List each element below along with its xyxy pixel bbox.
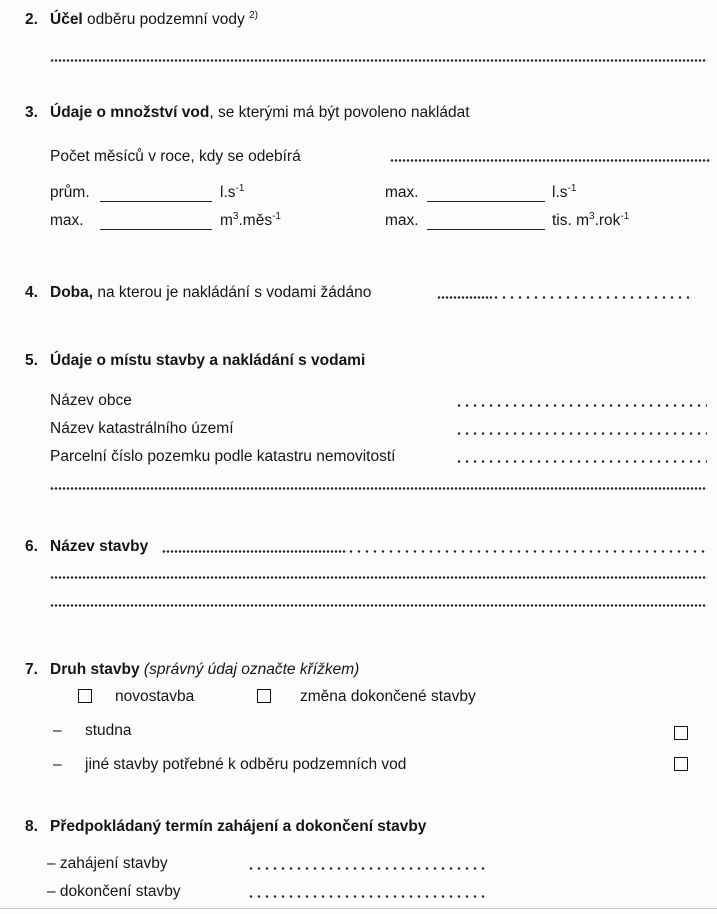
section-7-hint: (správný údaj označte křížkem) xyxy=(143,661,360,678)
section-2-title xyxy=(50,11,258,29)
max-yearly-label: max. xyxy=(385,212,419,229)
section-8-title xyxy=(50,818,426,836)
checkbox-novostavba[interactable] xyxy=(78,689,92,703)
list-dash: – xyxy=(53,722,62,739)
section-8-title-bold: Předpokládaný termín zahájení a dokončení stavby xyxy=(50,818,427,835)
footnote-ref-2: 2) xyxy=(249,9,258,21)
section-7-title-bold: Druh stavby xyxy=(50,661,140,678)
section-4-number: 4. xyxy=(25,284,38,301)
construction-end-label: – dokončení stavby xyxy=(47,883,181,900)
max-flow-blank-field[interactable] xyxy=(427,186,545,202)
fill-line-construction-end[interactable] xyxy=(247,895,489,898)
section-5-title xyxy=(50,352,365,370)
section-2-header xyxy=(25,11,258,29)
section-3-number: 3. xyxy=(25,104,38,121)
months-per-year-label: Počet měsíců v roce, kdy se odebírá xyxy=(50,148,301,165)
unit-sup: -1 xyxy=(620,210,630,222)
fill-line-ucel[interactable] xyxy=(50,59,707,62)
parcel-number-label: Parcelní číslo pozemku podle katastru nemovitostí xyxy=(50,448,396,465)
section-6-header xyxy=(25,538,148,556)
construction-start-label: – zahájení stavby xyxy=(47,855,168,872)
max-flow-label: max. xyxy=(385,184,419,201)
section-7-number: 7. xyxy=(25,661,38,678)
section-4-header xyxy=(25,284,371,302)
fill-line-building-name[interactable] xyxy=(162,550,347,553)
unit-base: l.s xyxy=(552,184,568,201)
unit-base: .měs xyxy=(238,212,273,229)
cadastral-area-label: Název katastrálního území xyxy=(50,420,234,437)
avg-flow-blank-field[interactable] xyxy=(100,186,212,202)
section-3-title-bold: Údaje o množství vod xyxy=(50,104,210,121)
section-6-title-bold: Název stavby xyxy=(50,538,149,555)
section-4-title-bold: Doba, xyxy=(50,284,94,301)
item-jine-stavby-label: jiné stavby potřebné k odběru podzemních vod xyxy=(85,756,407,773)
unit-l-per-s xyxy=(220,184,244,202)
unit-sup: 3 xyxy=(232,210,239,222)
section-7-title xyxy=(50,661,359,679)
page-bottom-edge xyxy=(0,908,717,909)
section-8-header xyxy=(25,818,426,836)
municipality-label: Název obce xyxy=(50,392,132,409)
section-7-header xyxy=(25,661,359,679)
item-studna-label: studna xyxy=(85,722,132,739)
section-2-title-bold: Účel xyxy=(50,11,83,28)
unit-thousand-m3-per-year xyxy=(552,212,629,230)
unit-base: m xyxy=(220,212,233,229)
unit-m3-per-month xyxy=(220,212,281,230)
fill-line-doba[interactable] xyxy=(492,296,695,299)
unit-base: l.s xyxy=(220,184,236,201)
quantity-row-max-month-left xyxy=(50,212,281,230)
fill-line-doba[interactable] xyxy=(437,296,492,299)
checkbox-studna[interactable] xyxy=(674,726,688,740)
max-yearly-blank-field[interactable] xyxy=(427,214,545,230)
section-3-title xyxy=(50,104,470,122)
section-3-header xyxy=(25,104,470,122)
checkbox-zmena-stavby[interactable] xyxy=(257,689,271,703)
section-2-number: 2. xyxy=(25,11,38,28)
unit-sup: -1 xyxy=(567,182,577,194)
max-monthly-label: max. xyxy=(50,212,84,229)
option-zmena-stavby-label: změna dokončené stavby xyxy=(300,688,476,705)
section-6-title xyxy=(50,538,148,556)
fill-line-construction-start[interactable] xyxy=(247,867,489,870)
fill-line-building-name[interactable] xyxy=(347,550,705,553)
fill-line-location-extra[interactable] xyxy=(50,487,707,490)
unit-sup: 3 xyxy=(589,210,595,222)
list-dash: – xyxy=(53,756,62,773)
section-5-number: 5. xyxy=(25,352,38,369)
option-novostavba-label: novostavba xyxy=(115,688,195,705)
fill-line-parcel-number[interactable] xyxy=(455,460,707,463)
fill-line-cadastral-area[interactable] xyxy=(455,432,707,435)
checkbox-jine-stavby[interactable] xyxy=(674,757,688,771)
fill-line-building-name-2[interactable] xyxy=(50,576,707,579)
fill-line-building-name-3[interactable] xyxy=(50,604,707,607)
unit-sup: -1 xyxy=(272,210,281,222)
section-6-number: 6. xyxy=(25,538,38,555)
fill-line-months[interactable] xyxy=(390,159,710,162)
quantity-row-max-year-right xyxy=(385,212,629,230)
unit-base: .rok xyxy=(594,212,621,229)
section-3-title-rest: , se kterými má být povoleno nakládat xyxy=(209,104,470,121)
quantity-row-avg-left xyxy=(50,184,244,202)
quantity-row-max-right-1 xyxy=(385,184,576,202)
section-5-header xyxy=(25,352,365,370)
unit-sup: -1 xyxy=(235,182,245,194)
section-5-title-bold: Údaje o místu stavby a nakládání s vodami xyxy=(50,352,366,369)
avg-flow-label: prům. xyxy=(50,184,90,201)
section-8-number: 8. xyxy=(25,818,38,835)
fill-line-municipality[interactable] xyxy=(455,404,707,407)
unit-l-per-s xyxy=(552,184,576,202)
unit-base: tis. m xyxy=(552,212,590,229)
section-4-title xyxy=(50,284,371,302)
max-monthly-blank-field[interactable] xyxy=(100,214,212,230)
section-4-title-rest: na kterou je nakládání s vodami žádáno xyxy=(93,284,372,301)
section-2-title-rest: odběru podzemní vody xyxy=(82,11,245,28)
